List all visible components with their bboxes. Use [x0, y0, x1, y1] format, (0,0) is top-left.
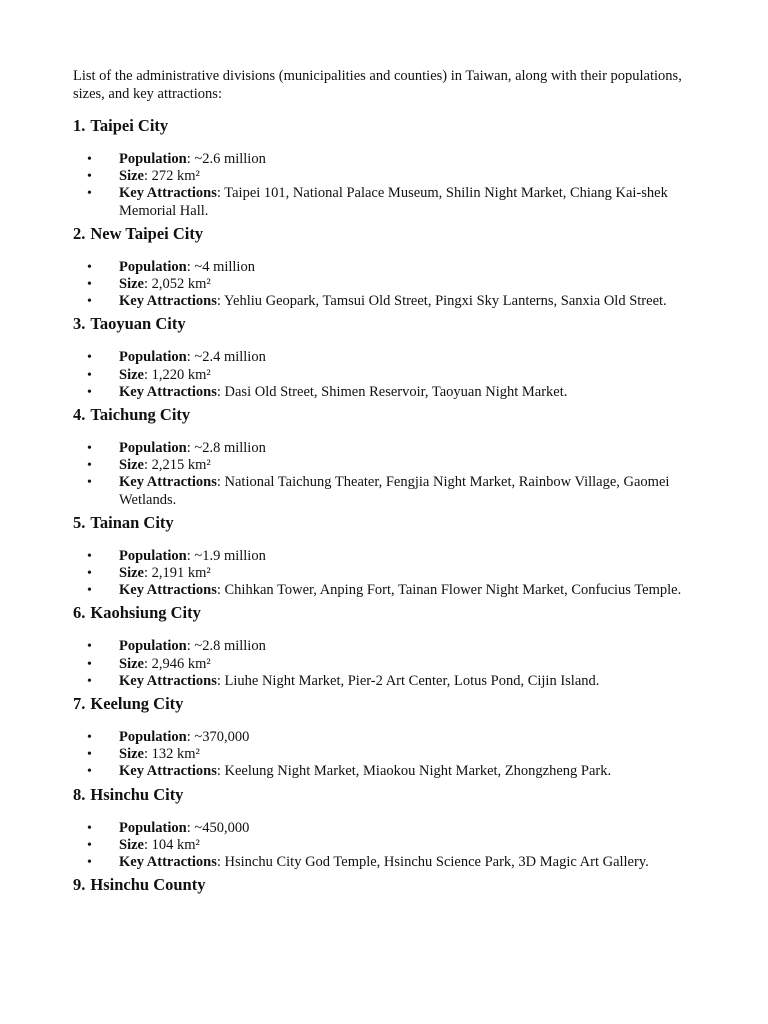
bullet-icon: •	[87, 259, 92, 275]
population-item	[73, 151, 693, 168]
division-section	[73, 694, 693, 781]
field-separator: :	[143, 276, 152, 293]
population-item	[73, 729, 693, 746]
facts-list	[73, 259, 693, 311]
field-label: Key Attractions	[119, 582, 217, 599]
attractions-item	[73, 582, 693, 599]
field-label: Population	[119, 151, 187, 167]
bullet-icon: •	[87, 566, 92, 582]
field-label: Key Attractions	[119, 474, 217, 491]
section-heading	[73, 603, 693, 623]
division-section	[73, 116, 693, 220]
bullet-icon: •	[87, 820, 92, 836]
field-value: 104 km²	[151, 836, 200, 853]
population-item	[73, 349, 693, 366]
field-separator: :	[186, 151, 195, 167]
size-item	[73, 168, 693, 185]
bullet-icon: •	[87, 350, 92, 366]
field-separator: :	[216, 672, 225, 689]
intro-paragraph: List of the administrative divisions (municipalities and counties) in Taiwan, along with their populations, sizes, and key attractions:	[73, 68, 682, 102]
field-separator: :	[143, 366, 152, 383]
attractions-item	[73, 673, 693, 690]
section-number: 8.	[73, 784, 86, 804]
field-label: Key Attractions	[119, 763, 217, 780]
field-label: Population	[119, 440, 187, 457]
bullet-icon: •	[87, 855, 92, 871]
bullet-icon: •	[87, 837, 92, 853]
field-label: Size	[119, 565, 144, 582]
facts-list	[73, 638, 693, 690]
field-separator: :	[143, 746, 152, 763]
bullet-icon: •	[87, 548, 92, 564]
division-section	[73, 603, 693, 690]
field-label: Key Attractions	[119, 854, 217, 871]
field-value: ~2.6 million	[194, 151, 266, 167]
bullet-icon: •	[87, 475, 92, 491]
field-separator: :	[186, 819, 195, 836]
bullet-icon: •	[87, 673, 92, 689]
section-number: 2.	[73, 223, 86, 243]
section-heading	[73, 314, 693, 334]
attractions-item	[73, 384, 693, 401]
field-value: 132 km²	[151, 746, 200, 763]
bullet-icon: •	[87, 730, 92, 746]
field-separator: :	[143, 565, 152, 582]
field-separator: :	[216, 582, 225, 599]
section-number: 6.	[73, 603, 86, 623]
section-title: Taipei City	[90, 116, 169, 135]
field-value: Keelung Night Market, Miaokou Night Market, Zhongzheng Park.	[224, 763, 612, 780]
field-label: Size	[119, 276, 144, 293]
field-separator: :	[143, 655, 152, 672]
field-value: Dasi Old Street, Shimen Reservoir, Taoyuan Night Market.	[224, 383, 568, 400]
field-separator: :	[186, 258, 195, 275]
section-title: New Taipei City	[90, 223, 204, 243]
section-heading	[73, 224, 693, 244]
bullet-icon: •	[87, 764, 92, 780]
field-separator: :	[186, 440, 195, 457]
section-heading	[73, 875, 693, 895]
size-item	[73, 837, 693, 854]
population-item	[73, 440, 693, 457]
field-value: 2,191 km²	[151, 565, 211, 582]
section-number: 9.	[73, 875, 86, 895]
field-separator: :	[143, 168, 152, 185]
sections-list	[73, 116, 693, 871]
bullet-icon: •	[87, 747, 92, 763]
field-label: Size	[119, 746, 144, 763]
size-item	[73, 457, 693, 474]
field-value: ~2.8 million	[194, 440, 266, 457]
field-label: Size	[119, 366, 144, 383]
section-title: Tainan City	[90, 512, 174, 532]
field-label: Population	[119, 638, 187, 655]
field-label: Size	[119, 655, 144, 672]
section-heading	[73, 116, 693, 136]
facts-list	[73, 440, 693, 509]
field-value: Yehliu Geopark, Tamsui Old Street, Pingxi Sky Lanterns, Sanxia Old Street.	[223, 293, 667, 310]
bullet-icon: •	[87, 186, 92, 202]
section-heading	[73, 694, 693, 714]
field-label: Population	[119, 819, 187, 836]
field-value: 2,946 km²	[151, 655, 211, 672]
section-number: 1.	[73, 116, 86, 135]
population-item	[73, 548, 693, 565]
field-separator: :	[186, 729, 195, 746]
field-label: Population	[119, 729, 187, 746]
section-title: Taichung City	[90, 405, 191, 425]
field-label: Population	[119, 349, 187, 366]
bullet-icon: •	[87, 458, 92, 474]
section-title: Hsinchu County	[90, 875, 206, 895]
field-value: Taipei 101, National Palace Museum, Shilin Night Market, Chiang Kai-shek Memorial Hall.	[119, 185, 668, 219]
field-value: 2,215 km²	[151, 457, 211, 474]
field-value: Hsinchu City God Temple, Hsinchu Science Park, 3D Magic Art Gallery.	[224, 854, 649, 871]
section-heading	[73, 513, 693, 533]
division-section	[73, 785, 693, 872]
field-separator: :	[216, 763, 225, 780]
field-label: Size	[119, 836, 144, 853]
field-label: Size	[119, 168, 144, 185]
population-item	[73, 820, 693, 837]
section-number: 4.	[73, 405, 86, 425]
section-title: Kaohsiung City	[90, 603, 201, 623]
section-number: 7.	[73, 694, 86, 714]
field-label: Key Attractions	[119, 383, 217, 400]
field-value: ~4 million	[194, 258, 255, 275]
bullet-icon: •	[87, 441, 92, 457]
size-item	[73, 276, 693, 293]
division-section	[73, 224, 693, 311]
bullet-icon: •	[87, 367, 92, 383]
field-separator: :	[216, 854, 225, 871]
field-label: Population	[119, 547, 187, 564]
field-label: Key Attractions	[119, 185, 217, 202]
field-value: ~2.4 million	[194, 349, 266, 366]
field-value: ~370,000	[194, 729, 250, 746]
section-heading	[73, 785, 693, 805]
bullet-icon: •	[87, 583, 92, 599]
bullet-icon: •	[87, 656, 92, 672]
facts-list	[73, 349, 693, 401]
section-title: Keelung City	[90, 694, 184, 714]
bullet-icon: •	[87, 169, 92, 185]
attractions-item	[73, 293, 693, 310]
field-label: Key Attractions	[119, 293, 217, 310]
size-item	[73, 367, 693, 384]
field-separator: :	[143, 457, 152, 474]
document-page	[73, 68, 693, 910]
field-value: ~2.8 million	[194, 638, 266, 655]
size-item	[73, 746, 693, 763]
field-value: Chihkan Tower, Anping Fort, Tainan Flower Night Market, Confucius Temple.	[224, 582, 682, 599]
facts-list	[73, 729, 693, 781]
field-value: 2,052 km²	[151, 276, 211, 293]
size-item	[73, 656, 693, 673]
bullet-icon: •	[87, 277, 92, 293]
field-value: National Taichung Theater, Fengjia Night Market, Rainbow Village, Gaomei Wetlands.	[119, 474, 670, 508]
field-value: Liuhe Night Market, Pier-2 Art Center, Lotus Pond, Cijin Island.	[224, 672, 600, 689]
section-title: Hsinchu City	[90, 784, 184, 804]
size-item	[73, 565, 693, 582]
field-separator: :	[216, 293, 224, 310]
field-separator: :	[216, 474, 225, 491]
division-section	[73, 513, 693, 600]
field-separator: :	[186, 349, 195, 366]
bullet-icon: •	[87, 152, 92, 167]
field-value: 272 km²	[151, 168, 200, 185]
field-separator: :	[186, 547, 195, 564]
field-value: 1,220 km²	[151, 366, 211, 383]
field-separator: :	[216, 185, 225, 202]
field-label: Population	[119, 258, 187, 275]
field-label: Key Attractions	[119, 672, 217, 689]
facts-list	[73, 548, 693, 600]
division-section	[73, 405, 693, 509]
field-label: Size	[119, 457, 144, 474]
population-item	[73, 259, 693, 276]
facts-list	[73, 820, 693, 872]
facts-list	[73, 151, 693, 220]
field-value: ~1.9 million	[194, 547, 266, 564]
bullet-icon: •	[87, 384, 92, 400]
field-separator: :	[216, 383, 225, 400]
section-number: 3.	[73, 314, 86, 334]
field-separator: :	[186, 638, 195, 655]
section-heading	[73, 405, 693, 425]
section-number: 5.	[73, 512, 86, 532]
bullet-icon: •	[87, 639, 92, 655]
field-value: ~450,000	[194, 819, 250, 836]
attractions-item	[73, 185, 693, 219]
attractions-item	[73, 763, 693, 780]
attractions-item	[73, 854, 693, 871]
section-title: Taoyuan City	[90, 314, 186, 334]
field-separator: :	[143, 836, 152, 853]
bullet-icon: •	[87, 294, 92, 310]
division-section	[73, 314, 693, 401]
population-item	[73, 638, 693, 655]
attractions-item	[73, 474, 693, 508]
